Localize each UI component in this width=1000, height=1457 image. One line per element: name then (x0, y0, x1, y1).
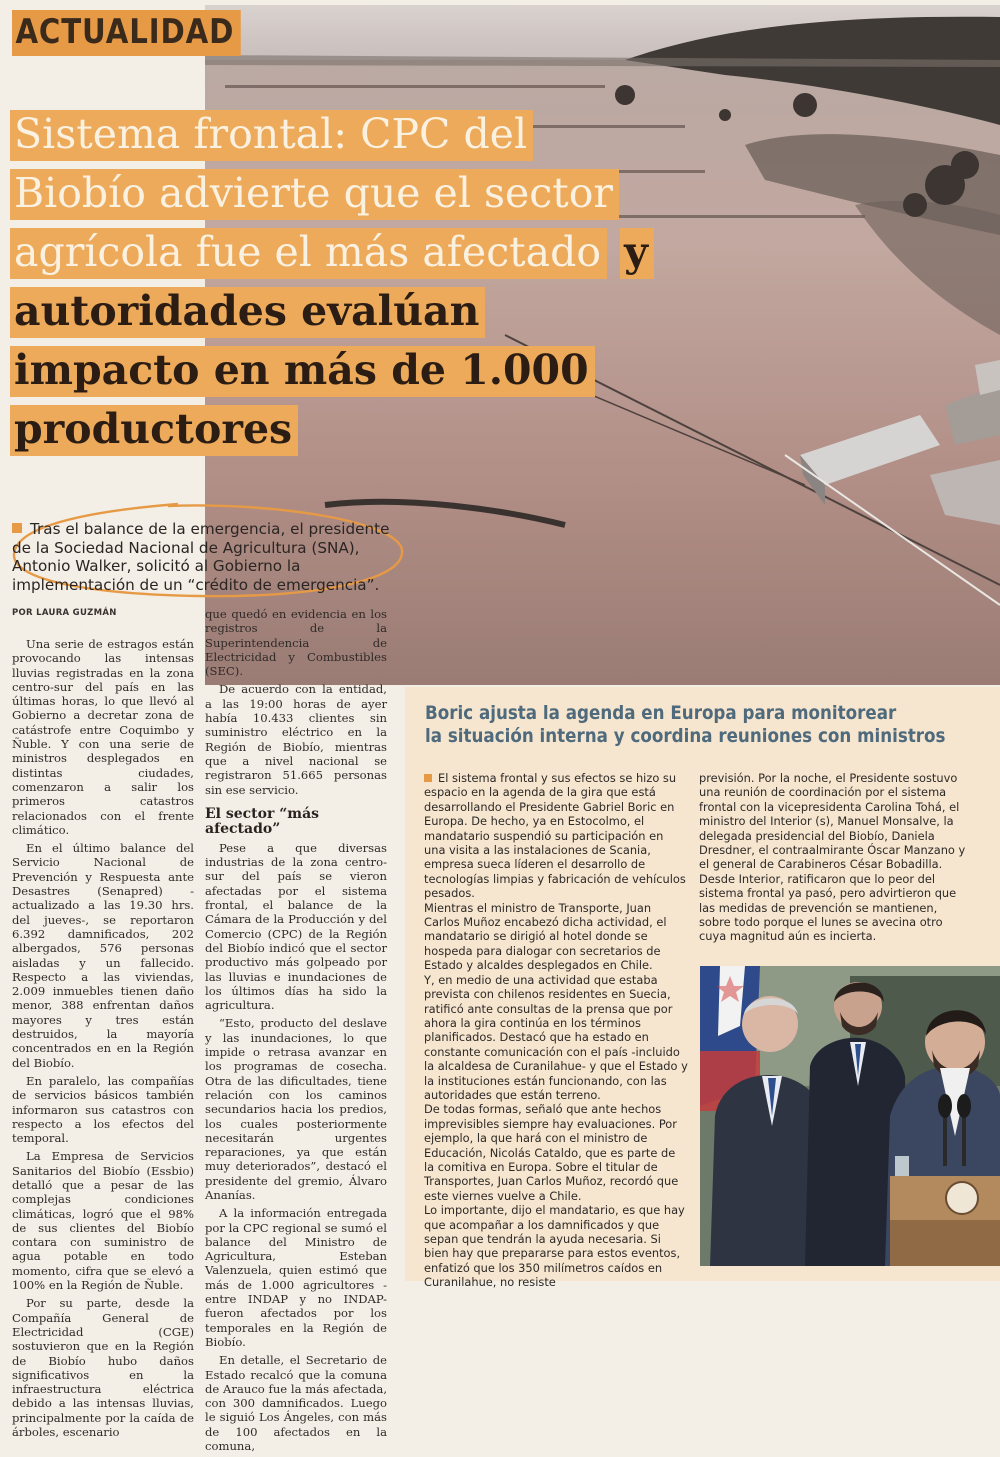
paragraph: En paralelo, las compañías de servicios básicos también informaron sus catastros con respecto a los efectos del temporal. (12, 1073, 194, 1146)
sidebar-title-line-1: Boric ajusta la agenda en Europa para monitorear (425, 702, 897, 724)
headline-light: Sistema frontal: CPC del Biobío advierte que el sector agrícola fue el más afectado (10, 110, 619, 279)
section-label: ACTUALIDAD (12, 10, 241, 56)
paragraph: Pese a que diversas industrias de la zona centro-sur del país se vieron afectadas por el sistema frontal, el balance de la Cámara de la Producción y del Comercio (CPC) de la Región del Biobío indicó que el sector productivo más golpeado por las lluvias e inundaciones de los últimos días ha sido la agricultura. (205, 840, 387, 1013)
press-conference-photo (700, 966, 1000, 1266)
paragraph: Por su parte, desde la Compañía General de Electricidad (CGE) sostuvieron que en la Región de Biobío hubo daños significativos en la infraestructura eléctrica debido a las intensas lluvias, principalmente por la caída de árboles, escenario (12, 1296, 194, 1440)
byline: POR LAURA GUZMÁN (12, 608, 117, 618)
headline-bold: y autoridades evalúan impacto en más de 1.000 productores (10, 228, 654, 456)
sidebar-column-2 (699, 771, 969, 944)
sidebar-column-1 (424, 771, 688, 1290)
article-column-1 (12, 637, 194, 1443)
paragraph: Mientras el ministro de Transporte, Juan Carlos Muñoz encabezó dicha actividad, el mandatario se dirigió al hotel donde se hospeda para dialogar con secretarios de Estado y alcaldes desplegados en Chile. (424, 900, 667, 973)
paragraph: Una serie de estragos están provocando las intensas lluvias registradas en la zona centro-sur del país en las últimas horas, lo que llevó al Gobierno a decretar zona de catástrofe entre Coquimbo y Ñuble. Y con una serie de ministros desplegados en distintas ciudades, comenzaron a salir los primeros catastros relacionados con el frente climático. (12, 637, 194, 837)
lede-text: Tras el balance de la emergencia, el presidente de la Sociedad Nacional de Agricultura (SNA), Antonio Walker, solicitó al Gobierno la implementación de un “crédito de emergencia”. (12, 520, 390, 594)
bullet-square-icon (12, 523, 22, 533)
lede (12, 520, 402, 594)
headline (10, 105, 650, 459)
paragraph-text: El sistema frontal y sus efectos se hizo su espacio en la agenda de la gira que está desarrollando el Presidente Gabriel Boric en Europa. De hecho, ya en Estocolmo, el mandatario suspendió su participación en una visita a las instalaciones de Scania, empresa sueca líderen el desarrollo de tecnologías limpias y fabricación de vehículos pesados. (424, 771, 686, 901)
subheading: El sector “más afectado” (205, 805, 320, 837)
paragraph: Lo importante, dijo el mandatario, es que hay que acompañar a los damnificados y que sepan que tendrán la ayuda necesaria. Si bien hay que prepararse para estos eventos, enfatizó que los 350 milímetros caídos en Curanilahue, no resiste (424, 1203, 685, 1290)
sidebar-title-line-2: la situación interna y coordina reuniones con ministros (425, 725, 946, 747)
paragraph: En el último balance del Servicio Nacional de Prevención y Respuesta ante Desastres (Senapred) -actualizado a las 19.30 hrs. del jueves-, se reportaron 6.392 damnificados, 202 albergados, 576 personas aisladas y un fallecido. Respecto a las viviendas, 2.009 inmuebles tienen daño menor, 388 enfrentan daños mayores y tres están destruidos, la mayoría concentrados en en la Región del Biobío. (12, 841, 194, 1070)
paragraph: Y, en medio de una actividad que estaba prevista con chilenos residentes en Suecia, ratificó ante consultas de la prensa que por ahora la gira continúa en los términos planificados. Destacó que ha estado en constante comunicación con el país -incluido la alcaldesa de Curanilahue- y que el Estado y la instituciones están funcionando, con las autoridades que están terreno. (424, 972, 688, 1102)
sidebar-title (425, 702, 946, 748)
bullet-square-icon (424, 774, 432, 782)
paragraph (424, 771, 688, 901)
paragraph: “Esto, producto del deslave y las inundaciones, lo que impide o retrasa avanzar en los programas de cosecha. Otra de las dificultades, tiene relación con los caminos secundarios hacia los predios, los cuales posteriormente necesitarán urgentes reparaciones, ya que están muy deteriorados”, destacó el presidente del gremio, Álvaro Ananías. (205, 1016, 387, 1202)
paragraph: De todas formas, señaló que ante hechos imprevisibles siempre hay evaluaciones. Por ejemplo, la que hará con el ministro de Educación, Nicolás Cataldo, que es parte de la comitiva en Europa. Sobre el titular de Transportes, Juan Carlos Muñoz, recordó que este viernes vuelve a Chile. (424, 1102, 679, 1203)
article-column-2 (205, 607, 387, 1457)
paragraph: En detalle, el Secretario de Estado recalcó que la comuna de Arauco fue la más afectada, con 300 damnificados. Luego le siguió Los Ángeles, con más de 100 afectados en la comuna, (205, 1353, 387, 1454)
paragraph: previsión. Por la noche, el Presidente sostuvo una reunión de coordinación por el sistema frontal con la vicepresidenta Carolina Tohá, el ministro del Interior (s), Manuel Monsalve, la delegada presidencial del Biobío, Daniela Dresdner, el contraalmirante Óscar Manzano y el general de Carabineros César Bobadilla. (699, 771, 966, 872)
paragraph: La Empresa de Servicios Sanitarios del Biobío (Essbio) detalló que a pesar de las complejas condiciones climáticas, logró que el 98% de sus clientes del Biobío contara con suministro de agua potable en todo momento, cifra que se elevó a 100% en la Región de Ñuble. (12, 1149, 194, 1293)
paragraph: Desde Interior, ratificaron que lo peor del sistema frontal ya pasó, pero advirtieron que las medidas de prevención se mantienen, sobre todo porque el lunes se avecina otro cuya magnitud aún es incierta. (699, 871, 957, 944)
paragraph: que quedó en evidencia en los registros de la Superintendencia de Electricidad y Combustibles (SEC). (205, 607, 387, 679)
paragraph: De acuerdo con la entidad, a las 19:00 horas de ayer había 10.433 clientes sin suministro eléctrico en la Región de Biobío, mientras que a nivel nacional se registraron 51.665 personas sin ese servicio. (205, 682, 387, 797)
paragraph: A la información entregada por la CPC regional se sumó el balance del Ministro de Agricultura, Esteban Valenzuela, quien estimó que más de 1.000 agricultores -entre INDAP y no INDAP- fueron afectados por los temporales en la Región de Biobío. (205, 1206, 387, 1349)
